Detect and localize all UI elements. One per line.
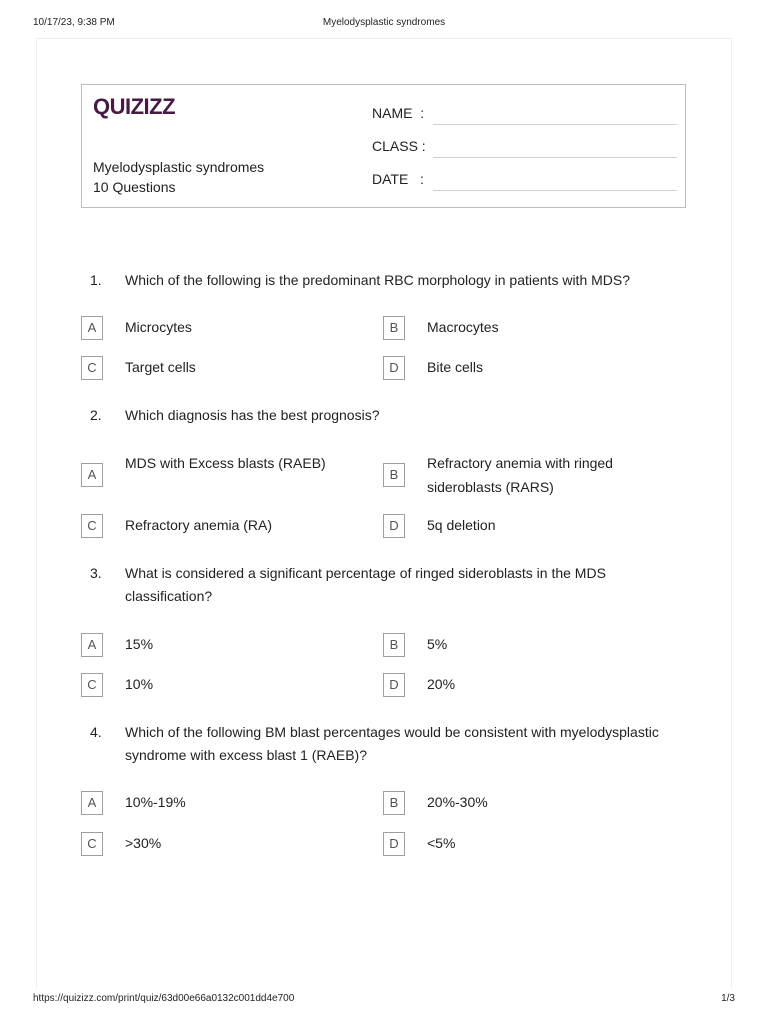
- option-text: 15%: [125, 636, 154, 652]
- question-number: 2.: [90, 407, 102, 423]
- question-text: Which diagnosis has the best prognosis?: [125, 407, 380, 423]
- option-letter: B: [383, 791, 405, 815]
- page-number: 1/3: [721, 993, 735, 1004]
- option-text: 5%: [427, 636, 448, 652]
- option-letter: A: [81, 791, 103, 815]
- class-label: CLASS :: [372, 138, 426, 154]
- option-letter: C: [81, 832, 103, 856]
- class-line: [433, 157, 677, 158]
- print-footer: [33, 993, 735, 1007]
- print-title: Myelodysplastic syndromes: [322, 17, 446, 28]
- option-text: Microcytes: [125, 319, 192, 335]
- option-letter: B: [383, 633, 405, 657]
- question-count: 10 Questions: [93, 179, 176, 195]
- option-letter: A: [81, 633, 103, 657]
- option-text: MDS with Excess blasts (RAEB): [125, 455, 326, 471]
- name-line: [433, 124, 677, 125]
- date-line: [433, 190, 677, 191]
- option-text: 20%-30%: [427, 794, 488, 810]
- option-text: 5q deletion: [427, 517, 496, 533]
- option-text: 20%: [427, 676, 456, 692]
- question-text: Which of the following BM blast percentages would be consistent with myelodysplastic syndrome with excess blast 1 (RAEB)?: [125, 724, 659, 763]
- option-letter: D: [383, 514, 405, 538]
- option-text: <5%: [427, 835, 456, 851]
- option-text: 10%: [125, 676, 154, 692]
- option-letter: D: [383, 673, 405, 697]
- quizizz-logo: QUIZIZZ: [93, 94, 176, 119]
- option-letter: A: [81, 316, 103, 340]
- question-number: 4.: [90, 724, 102, 740]
- print-url[interactable]: https://quizizz.com/print/quiz/63d00e66a0132c001dd4e700: [33, 993, 295, 1004]
- name-label: NAME :: [372, 105, 425, 121]
- option-text: Target cells: [125, 359, 196, 375]
- option-letter: C: [81, 356, 103, 380]
- option-text: Bite cells: [427, 359, 484, 375]
- quiz-info-box: [81, 84, 686, 208]
- quiz-title: Myelodysplastic syndromes: [93, 159, 265, 175]
- option-letter: B: [383, 316, 405, 340]
- print-header: [33, 17, 735, 31]
- option-letter: B: [383, 463, 405, 487]
- option-text: Refractory anemia (RA): [125, 517, 273, 533]
- date-field[interactable]: [372, 165, 677, 191]
- date-label: DATE :: [372, 171, 424, 187]
- question-number: 1.: [90, 272, 102, 288]
- print-datetime: 10/17/23, 9:38 PM: [33, 17, 115, 28]
- question-text: What is considered a significant percentage of ringed sideroblasts in the MDS classification?: [125, 565, 606, 604]
- option-text: Macrocytes: [427, 319, 499, 335]
- option-letter: D: [383, 832, 405, 856]
- question-text: Which of the following is the predominant RBC morphology in patients with MDS?: [125, 272, 631, 288]
- option-letter: D: [383, 356, 405, 380]
- name-field[interactable]: [372, 99, 677, 125]
- question-number: 3.: [90, 565, 102, 581]
- option-text: Refractory anemia with ringed sideroblasts (RARS): [427, 455, 613, 495]
- option-text: >30%: [125, 835, 162, 851]
- option-letter: C: [81, 514, 103, 538]
- class-field[interactable]: [372, 132, 677, 158]
- option-letter: A: [81, 463, 103, 487]
- option-letter: C: [81, 673, 103, 697]
- option-text: 10%-19%: [125, 794, 186, 810]
